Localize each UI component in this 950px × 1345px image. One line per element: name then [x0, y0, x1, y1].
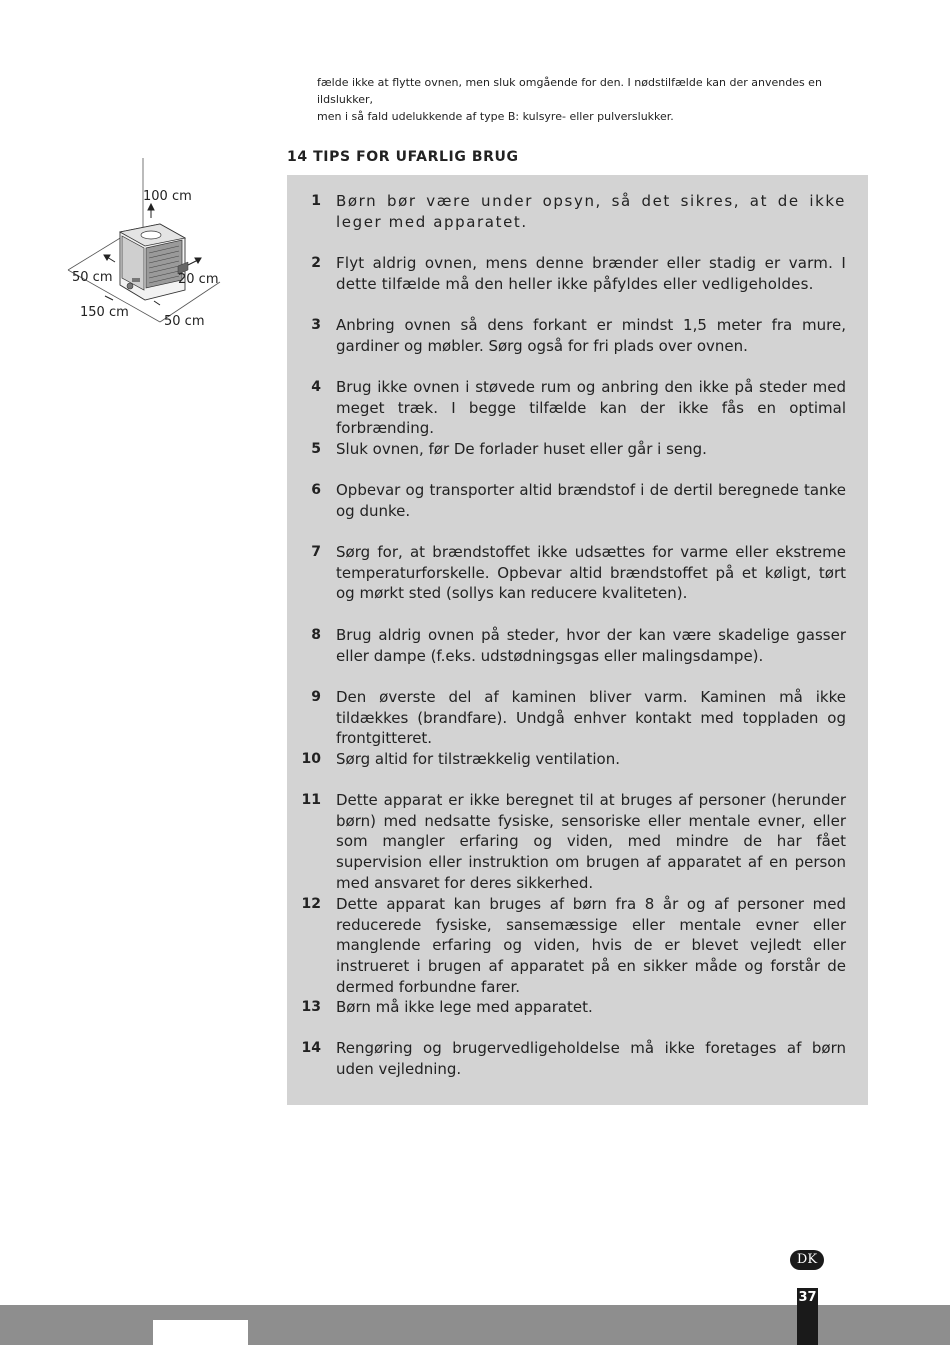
intro-line-1: fælde ikke at flytte ovnen, men sluk omgående for den. I nødstilfælde kan der anvendes en ildslukker, — [317, 76, 822, 106]
tip-text: Sluk ovnen, før De forlader huset eller går i seng. — [336, 440, 707, 458]
tip-number: 5 — [311, 441, 321, 457]
page-number: 37 — [798, 1290, 817, 1305]
tip-number: 12 — [301, 896, 321, 912]
tip-text: Børn må ikke lege med apparatet. — [336, 998, 593, 1016]
tip-text: Børn bør være under opsyn, så det sikres, at de ikke leger med apparatet. — [336, 192, 846, 231]
label-bottom: 50 cm — [164, 314, 205, 329]
intro-line-2: men i så fald udelukkende af type B: kulsyre- eller pulverslukker. — [317, 110, 674, 123]
bottom-arrow — [154, 301, 160, 305]
tip-text: Anbring ovnen så dens forkant er mindst 1,5 meter fra mure, gardiner og møbler. Sørg også for fri plads over ovnen. — [336, 316, 846, 355]
tip-text: Dette apparat kan bruges af børn fra 8 år og af personer med reducerede fysiske, sansemæssige eller mentale evner eller manglende erfaring og viden, hvis de er blevet vejledt eller instrueret i brugen af apparatet på en sikker måde og forstår de dermed forbundne farer. — [336, 895, 846, 996]
tip-number: 6 — [311, 482, 321, 498]
label-top: 100 cm — [143, 189, 192, 204]
tip-text: Sørg for, at brændstoffet ikke udsættes for varme eller ekstreme temperaturforskelle. Opbevar altid brændstoffet på et køligt, tørt og mørkt sted (sollys kan reducere kvaliteten). — [336, 543, 846, 603]
tip-number: 2 — [311, 255, 321, 271]
tip-text: Brug aldrig ovnen på steder, hvor der kan være skadelige gasser eller dampe (f.eks. udstødningsgas eller malingsdampe). — [336, 626, 846, 665]
label-right: 20 cm — [178, 272, 219, 287]
language-badge: DK — [790, 1250, 824, 1270]
heater-illustration — [120, 224, 188, 300]
intro-paragraph — [317, 74, 877, 125]
tip-number: 1 — [311, 193, 321, 209]
clearance-diagram — [60, 150, 230, 340]
tip-number: 14 — [301, 1040, 321, 1056]
label-left: 50 cm — [72, 270, 113, 285]
tip-text: Dette apparat er ikke beregnet til at bruges af personer (herunder børn) med nedsatte fysiske, sensoriske eller mentale evner, eller som mangler erfaring og viden, med mindre de har fået supervision eller instruktion om brugen af apparatet af en person med ansvaret for deres sikkerhed. — [336, 791, 846, 892]
tip-text: Den øverste del af kaminen bliver varm. Kaminen må ikke tildækkes (brandfare). Undgå enhver kontakt med toppladen og frontgitteret. — [336, 688, 846, 748]
tip-number: 13 — [301, 999, 321, 1015]
section-title: 14 TIPS FOR UFARLIG BRUG — [287, 149, 519, 165]
tip-number: 11 — [301, 792, 321, 808]
tip-number: 7 — [311, 544, 321, 560]
tip-text: Rengøring og brugervedligeholdelse må ikke foretages af børn uden vejledning. — [336, 1039, 846, 1078]
tip-number: 10 — [301, 751, 321, 767]
tip-text: Opbevar og transporter altid brændstof i de dertil beregnede tanke og dunke. — [336, 481, 846, 520]
footer-white-block — [153, 1320, 248, 1345]
tip-number: 3 — [311, 317, 321, 333]
tip-number: 4 — [311, 379, 321, 395]
tips-list — [287, 175, 868, 1105]
tip-number: 9 — [311, 689, 321, 705]
label-front: 150 cm — [80, 305, 129, 320]
tip-text: Flyt aldrig ovnen, mens denne brænder eller stadig er varm. I dette tilfælde må den heller ikke påfyldes eller vedligeholdes. — [336, 254, 846, 293]
tip-number: 8 — [311, 627, 321, 643]
front-arrow — [105, 296, 113, 300]
tip-text: Brug ikke ovnen i støvede rum og anbring den ikke på steder med meget træk. I begge tilfælde kan der ikke fås en optimal forbrænding. — [336, 378, 846, 438]
tip-text: Sørg altid for tilstrækkelig ventilation. — [336, 750, 621, 768]
